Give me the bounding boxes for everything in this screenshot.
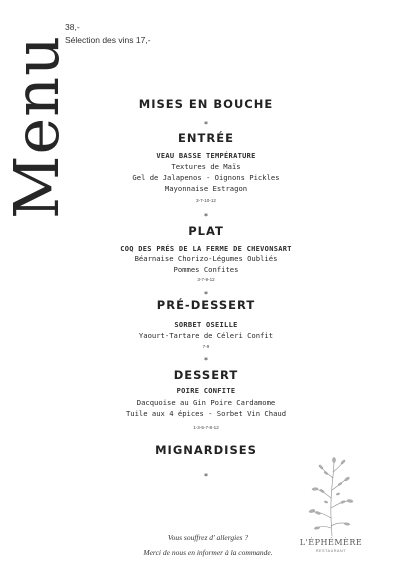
allergy-notice: Merci de nous en informer à la commande. [143,548,273,557]
restaurant-logo [296,456,366,556]
dish-line: Textures de Maïs [171,162,241,171]
section-heading: PRÉ-DESSERT [156,298,256,312]
allergen-codes: 3-7-9-12 [197,277,215,282]
dish-name: COQ DES PRÉS DE LA FERME DE CHEVONSART [120,245,292,253]
dish-name: VEAU BASSE TEMPÉRATURE [156,152,256,160]
wine-selection-price: Sélection des vins 17,- [65,35,151,45]
dish-line: Dacquoise au Gin Poire Cardamome [136,398,276,407]
section-heading: DESSERT [173,368,239,382]
section-heading: MIGNARDISES [155,443,257,457]
section-heading: MISES EN BOUCHE [138,97,274,111]
separator-star: * [204,120,208,129]
allergen-codes: 7-9 [202,344,210,349]
allergen-codes: 1-3-5-7-8-12 [193,425,219,430]
logo-tagline: RESTAURANT [315,549,347,553]
dish-line: Gel de Jalapenos - Oignons Pickles [132,173,280,182]
menu-price: 38,- [65,22,80,32]
dish-line: Tuile aux 4 épices - Sorbet Vin Chaud [125,409,287,418]
dish-line: Pommes Confites [173,265,239,274]
separator-star: * [204,472,208,481]
dish-line: Yaourt-Tartare de Céleri Confit [138,331,274,340]
allergen-codes: 3-7-10-12 [196,198,216,203]
allergy-question: Vous souffrez d' allergies ? [167,533,249,542]
dish-line: Mayonnaise Estragon [164,184,248,193]
dish-name: SORBET OSEILLE [174,321,238,329]
dish-line: Béarnaise Chorizo-Légumes Oubliés [134,254,278,263]
dish-name: POIRE CONFITE [176,387,236,395]
price-info [65,21,151,47]
separator-star: * [204,290,208,299]
section-heading: PLAT [188,224,224,238]
section-heading: ENTRÉE [178,131,234,145]
separator-star: * [204,356,208,365]
separator-star: * [204,212,208,221]
logo-wordmark: L'ÉPHÉMÈRE [299,538,363,547]
menu-vertical-title: Menu [0,34,73,220]
